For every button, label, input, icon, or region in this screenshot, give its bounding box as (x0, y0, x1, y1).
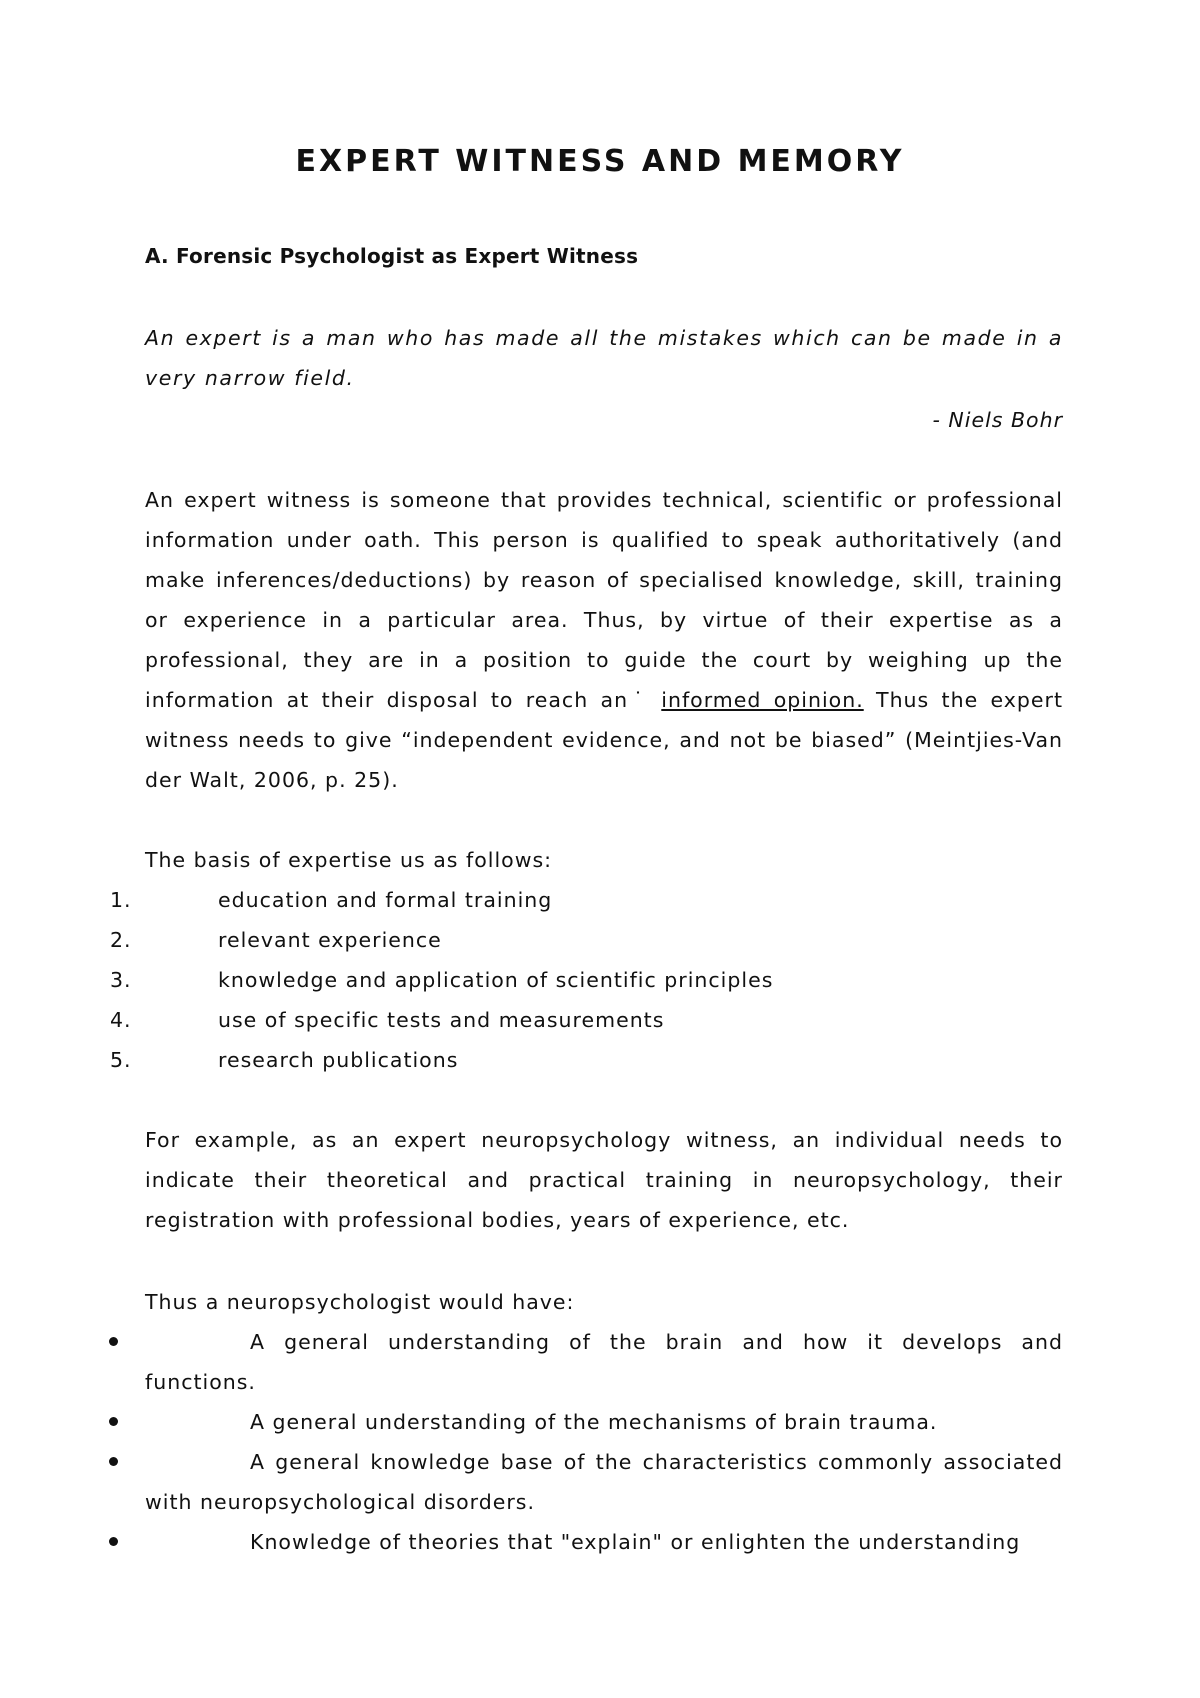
list-number: 5. (110, 1048, 132, 1072)
list-item-text: A general knowledge base of the characteristics commonly associated with neuropsychological disorders. (145, 1450, 1063, 1514)
list-item (0, 1442, 1200, 1522)
quote-attribution: - Niels Bohr (932, 408, 1063, 432)
list-item-text: relevant experience (218, 928, 442, 952)
paragraph-text: An expert witness is someone that provides technical, scientific or professional information under oath. This person is qualified to speak authoritatively (and make inferences/deductions) by reason of specialised knowledge, skill, training or experience in a particular area. Thus, by virtue of their expertise as a professional, they are in a position to guide the court by weighing up the information at their disposal to reach an (145, 488, 1063, 712)
list-item (0, 920, 1200, 960)
expert-witness-paragraph: An expert witness is someone that provides technical, scientific or professional information under oath. This person is qualified to speak authoritatively (and make inferences/deductions) by reason of specialised knowledge, skill, training or experience in a particular area. Thus, by virtue of their expertise as a professional, they are in a position to guide the court by weighing up the information at their disposal to reach an˙ informed opinion. Thus the expert witness needs to give “independent evidence, and not be biased” (Meintjies-Van der Walt, 2006, p. 25). (145, 488, 1064, 792)
list-number: 1. (110, 888, 132, 912)
bullet-icon (109, 1337, 118, 1346)
neuropsychologist-intro: Thus a neuropsychologist would have: (145, 1290, 575, 1314)
bullet-icon (109, 1417, 118, 1426)
bullet-icon (109, 1457, 118, 1466)
neuropsychology-example-paragraph: For example, as an expert neuropsychology witness, an individual needs to indicate their theoretical and practical training in neuropsychology, their registration with professional bodies, years of experience, etc. (145, 1128, 1063, 1232)
bullet-icon (109, 1537, 118, 1546)
list-item (0, 960, 1200, 1000)
list-item (0, 1000, 1200, 1040)
underlined-phrase: informed opinion. (661, 688, 864, 712)
basis-list (0, 880, 1200, 1080)
paragraph-text-continued: Thus the expert witness needs to give “independent evidence, and not be biased” (Meintjies-Van der Walt, 2006, p. 25). (145, 688, 1064, 792)
epigraph-quote: An expert is a man who has made all the mistakes which can be made in a very narrow field. (145, 326, 1063, 390)
list-item-text: use of specific tests and measurements (218, 1008, 665, 1032)
document-title: EXPERT WITNESS AND MEMORY (295, 144, 905, 179)
list-item-text: knowledge and application of scientific principles (218, 968, 774, 992)
list-item (0, 880, 1200, 920)
list-number: 2. (110, 928, 132, 952)
list-item (0, 1522, 1200, 1562)
section-heading: A. Forensic Psychologist as Expert Witness (145, 244, 639, 268)
list-item-text: Knowledge of theories that "explain" or enlighten the understanding (250, 1530, 1021, 1554)
list-item-text: A general understanding of the mechanisms of brain trauma. (250, 1410, 938, 1434)
list-item-text: education and formal training (218, 888, 553, 912)
neuropsychologist-list (0, 1322, 1200, 1562)
list-number: 3. (110, 968, 132, 992)
list-item-text: research publications (218, 1048, 459, 1072)
list-item (0, 1402, 1200, 1442)
list-item-text: A general understanding of the brain and how it develops and functions. (145, 1330, 1063, 1394)
list-item (0, 1322, 1200, 1402)
list-item (0, 1040, 1200, 1080)
basis-intro: The basis of expertise us as follows: (145, 848, 553, 872)
list-number: 4. (110, 1008, 132, 1032)
